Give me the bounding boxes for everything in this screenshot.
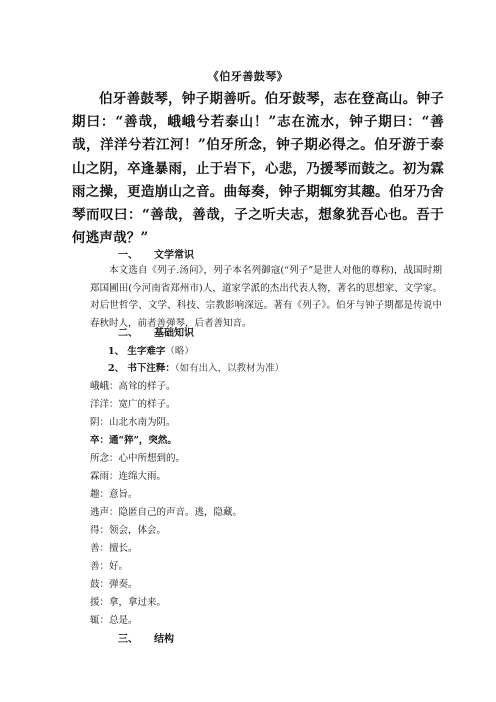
note-item: 得：领会，体会。 [90,525,167,536]
sub2-label: 2、 书下注释： [108,363,175,374]
section3-heading [118,630,174,645]
subheading-annotations [108,360,284,374]
note-item: 洋洋：宽广的样子。 [90,399,176,410]
note-item: 霖雨：连绵大雨。 [90,471,167,482]
section2-heading [118,324,194,339]
original-text: 伯牙善鼓琴，钟子期善听。伯牙鼓琴，志在登高山。钟子期曰：“善哉，峨峨兮若泰山！”志在流水，钟子期曰：“善哉，洋洋兮若江河！”伯牙所念，钟子期必得之。伯牙游于泰山之阴，卒逢暴雨，止于岩下，心悲，乃援琴而鼓之。初为霖雨之操，更造崩山之音。曲每奏，钟子期辄穷其趣。伯牙乃舍琴而叹曰：“善哉，善哉，子之听夫志，想象犹吾心也。吾于何逃声哉？” [72,91,444,247]
section2-number: 二、 [118,328,138,339]
section1-title: 文学常识 [154,250,194,261]
document-title: 《伯牙善鼓琴》 [207,70,289,83]
sub1-note: （略） [165,346,194,357]
note-item: 所念：心中所想到的。 [90,453,186,464]
sub1-label: 1、 生字难字 [108,346,166,357]
note-item: 峨峨：高耸的样子。 [90,381,176,392]
note-item: 辄：总是。 [90,615,138,626]
note-item: 逃声：隐匿自己的声音。逃，隐藏。 [90,507,243,518]
note-item: 阴：山北水南为阴。 [90,417,176,428]
sub2-note: （如有出入，以教材为准） [174,363,285,374]
section1-number: 一、 [118,250,138,261]
section3-number: 三、 [118,634,138,645]
section1-heading [118,246,194,261]
note-item: 善：好。 [90,561,129,572]
section2-title: 基础知识 [154,328,194,339]
section1-body: 本文选自《列子.汤问》，列子本名列御寇(“列子”是世人对他的尊称)，战国时期郑国圃田(今河南省郑州市)人，道家学派的杰出代表人物，著名的思想家、文学家。对后世哲学、文学、科技、宗教影响深远。著有《列子》。伯牙与钟子期都是传说中春秋时人，前者善弹琴，后者善知音。 [90,265,442,329]
note-item: 援：拿，拿过来。 [90,597,167,608]
subheading-rare-characters [108,343,194,357]
note-item: 善：擅长。 [90,543,138,554]
note-item: 鼓：弹奏。 [90,579,138,590]
note-item: 趣：意旨。 [90,489,138,500]
section3-title: 结构 [154,634,174,645]
note-item-bold: 卒：通“猝”，突然。 [90,435,177,446]
